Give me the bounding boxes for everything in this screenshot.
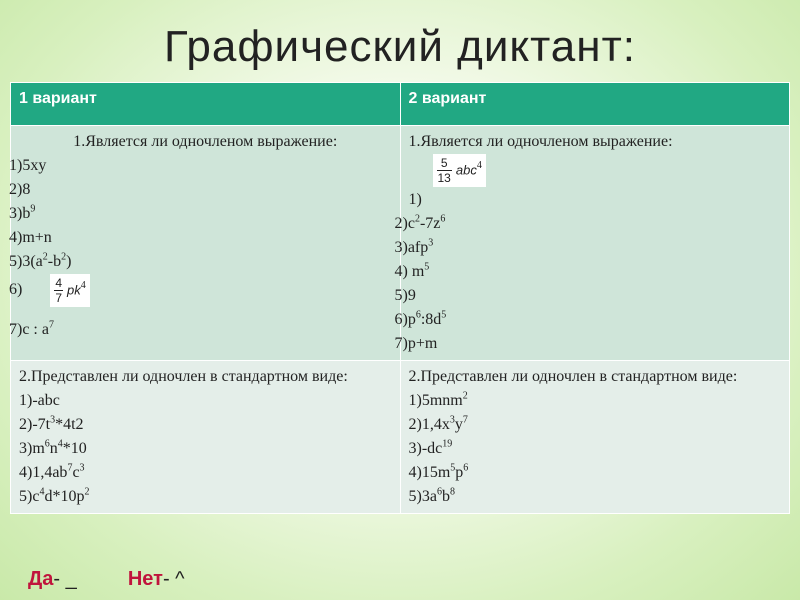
no-symbol: - ^ [162, 568, 185, 590]
answer-legend [28, 568, 185, 591]
header-variant-2: 2 вариант [400, 83, 790, 126]
no-label: Нет [127, 568, 163, 590]
variant-2-question-2 [400, 361, 790, 514]
list-item: $3)m^6n^4*10$ [19, 438, 87, 457]
yes-symbol: - _ [53, 568, 77, 590]
list-item: 1) [408, 191, 422, 208]
list-item: $3)-dc^{19}$ [408, 438, 453, 457]
list-item: 5)9 [394, 287, 416, 304]
list-item: $5)3a^6b^8$ [408, 486, 455, 505]
question-text: 2.Представлен ли одночлен в стандартном виде: [408, 368, 738, 385]
list-item: 4) $m^5$ [394, 261, 430, 280]
list-item: 1)5mnm$^2$ [408, 390, 468, 409]
question-text: 2.Представлен ли одночлен в стандартном виде: [19, 368, 348, 385]
list-item: $4)1,4ab^7c^3$ [19, 462, 85, 481]
list-item: 4)m+n [9, 229, 52, 246]
list-item: $6)p^6:8d^5$ [394, 309, 447, 328]
question-text: 1.Является ли одночленом выражение: [73, 133, 338, 150]
dictation-table [10, 82, 790, 514]
list-item: $3)b^9$ [9, 203, 36, 222]
question-text: 1.Является ли одночленом выражение: [408, 133, 673, 150]
list-item: $2)c^2-7z^6$ [394, 213, 446, 232]
list-item: $2)1,4x^3y^7$ [408, 414, 468, 433]
list-item: 6) $\frac{4}{7}$ $pk^4$ [9, 274, 392, 310]
page-title: Графический диктант: [164, 22, 636, 71]
list-item: $5)3(a^2-b^2)$ [9, 251, 72, 270]
list-item: $4)15m^5p^6$ [408, 462, 469, 481]
variant-1-question-1 [11, 126, 401, 361]
list-item: 1)5xy [9, 157, 47, 174]
variant-2-question-1 [394, 126, 790, 361]
list-item: 2)8 [9, 181, 31, 198]
list-item: 1)-abc [19, 392, 60, 409]
header-variant-1: 1 вариант [11, 83, 401, 126]
yes-label: Да [28, 568, 54, 590]
list-item: 7)p+m [394, 335, 438, 352]
variant-1-question-2 [11, 361, 401, 514]
formula-row [409, 154, 782, 188]
list-item: $5)c^4d*10p^2$ [19, 486, 90, 505]
formula-image: $\frac{5}{13}$ abc$^4$ [433, 154, 486, 187]
list-item: 3)afp$^3$ [394, 237, 434, 256]
list-item: $2)-7t^3*4t2$ [19, 414, 84, 433]
formula-image: $\frac{4}{7}$ $pk^4$ [50, 274, 89, 307]
list-item: 7)c : $a^7$ [9, 319, 54, 338]
